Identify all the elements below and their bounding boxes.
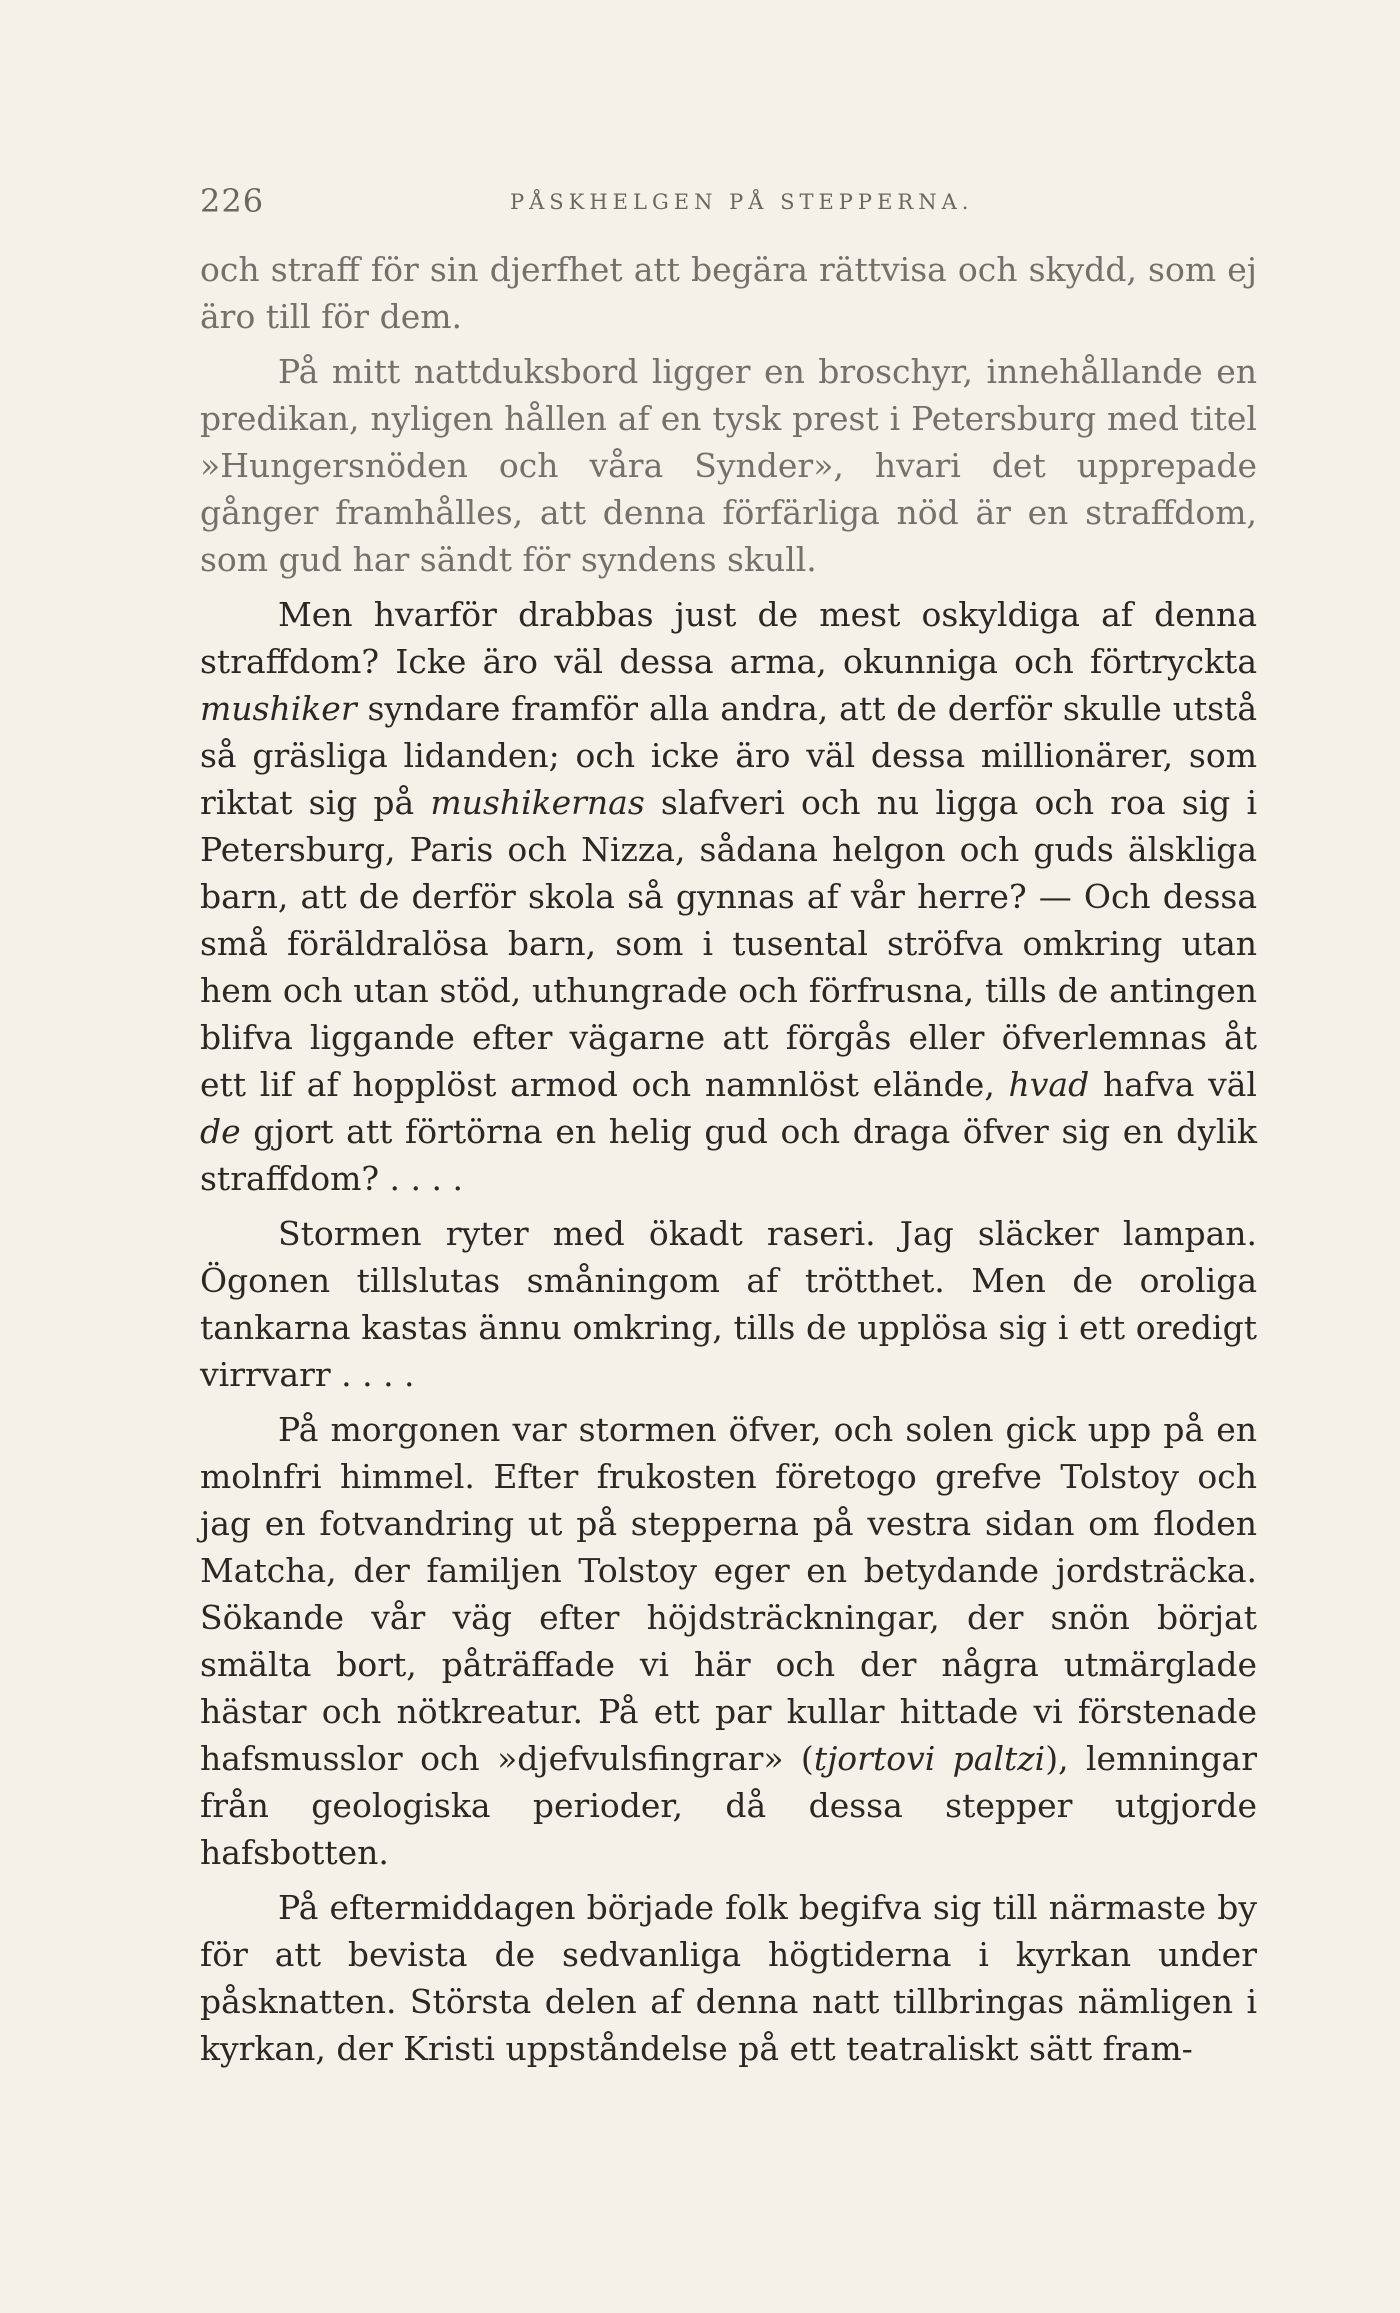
text-run: På morgonen var stormen öfver, och solen gick upp på en molnfri himmel. Efter frukosten företogo grefve Tolstoy och jag en fotvandring ut på stepperna på vestra sidan om floden Matcha, der familjen Tolstoy eger en betydande jordsträcka. Sökande vår väg efter höjdsträckningar, der snön börjat smälta bort, påträffade vi här och der några utmärglade hästar och nötkreatur. På ett par kullar hittade vi förstenade hafsmusslor och »djefvulsfingrar» ( bbox=[200, 1410, 1257, 1778]
paragraph bbox=[200, 1210, 1257, 1398]
text-run: gjort att förtörna en helig gud och draga öfver sig en dylik straffdom? . . . . bbox=[200, 1112, 1257, 1198]
text-run: På mitt nattduksbord ligger en broschyr, innehållande en predikan, nyligen hållen af en tysk prest i Petersburg med titel »Hungersnöden och våra Synder», hvari det upprepade gånger framhålles, att denna förfärliga nöd är en straffdom, som gud har sändt för syndens skull. bbox=[200, 352, 1257, 579]
page-header bbox=[200, 182, 1257, 222]
paragraph bbox=[200, 591, 1257, 1202]
italic-term: mushiker bbox=[200, 689, 357, 728]
paragraph bbox=[200, 348, 1257, 583]
italic-term: tjortovi paltzi bbox=[813, 1739, 1046, 1778]
text-run: ), lemningar från geologiska perioder, då dessa stepper utgjorde hafsbotten. bbox=[200, 1739, 1257, 1872]
text-run: Stormen ryter med ökadt raseri. Jag släcker lampan. Ögonen tillslutas småningom af trötthet. Men de oroliga tankarna kastas ännu omkring, tills de upplösa sig i ett oredigt virrvarr . . . . bbox=[200, 1214, 1257, 1394]
page-number: 226 bbox=[200, 182, 265, 220]
running-title: PÅSKHELGEN PÅ STEPPERNA. bbox=[510, 190, 974, 214]
text-run: slafveri och nu ligga och roa sig i Petersburg, Paris och Nizza, sådana helgon och guds älskliga barn, att de derför skola så gynnas af vår herre? — Och dessa små föräldralösa barn, som i tusental ströfva omkring utan hem och utan stöd, uthungrade och förfrusna, tills de antingen blifva liggande efter vägarne att förgås eller öfverlemnas åt ett lif af hopplöst armod och namnlöst elände, bbox=[200, 783, 1257, 1104]
paragraph bbox=[200, 1406, 1257, 1876]
paragraph bbox=[200, 246, 1257, 340]
paragraph bbox=[200, 1884, 1257, 2072]
text-run: hafva väl bbox=[1089, 1065, 1257, 1104]
italic-term: de bbox=[200, 1112, 241, 1151]
text-run: och straff för sin djerfhet att begära rättvisa och skydd, som ej äro till för dem. bbox=[200, 250, 1257, 336]
italic-term: mushikernas bbox=[430, 783, 645, 822]
text-run: På eftermiddagen började folk begifva sig till närmaste by för att bevista de sedvanliga högtiderna i kyrkan under påsknatten. Största delen af denna natt tillbringas nämligen i kyrkan, der Kristi uppståndelse på ett teatraliskt sätt fram- bbox=[200, 1888, 1257, 2068]
text-run: syndare framför alla andra, att de derför skulle utstå så gräsliga lidanden; och icke äro väl dessa millionärer, som riktat sig på bbox=[200, 689, 1257, 822]
body-text bbox=[200, 246, 1257, 2080]
text-run: Men hvarför drabbas just de mest oskyldiga af denna straffdom? Icke äro väl dessa arma, okunniga och förtryckta bbox=[200, 595, 1257, 681]
italic-term: hvad bbox=[1008, 1065, 1090, 1104]
